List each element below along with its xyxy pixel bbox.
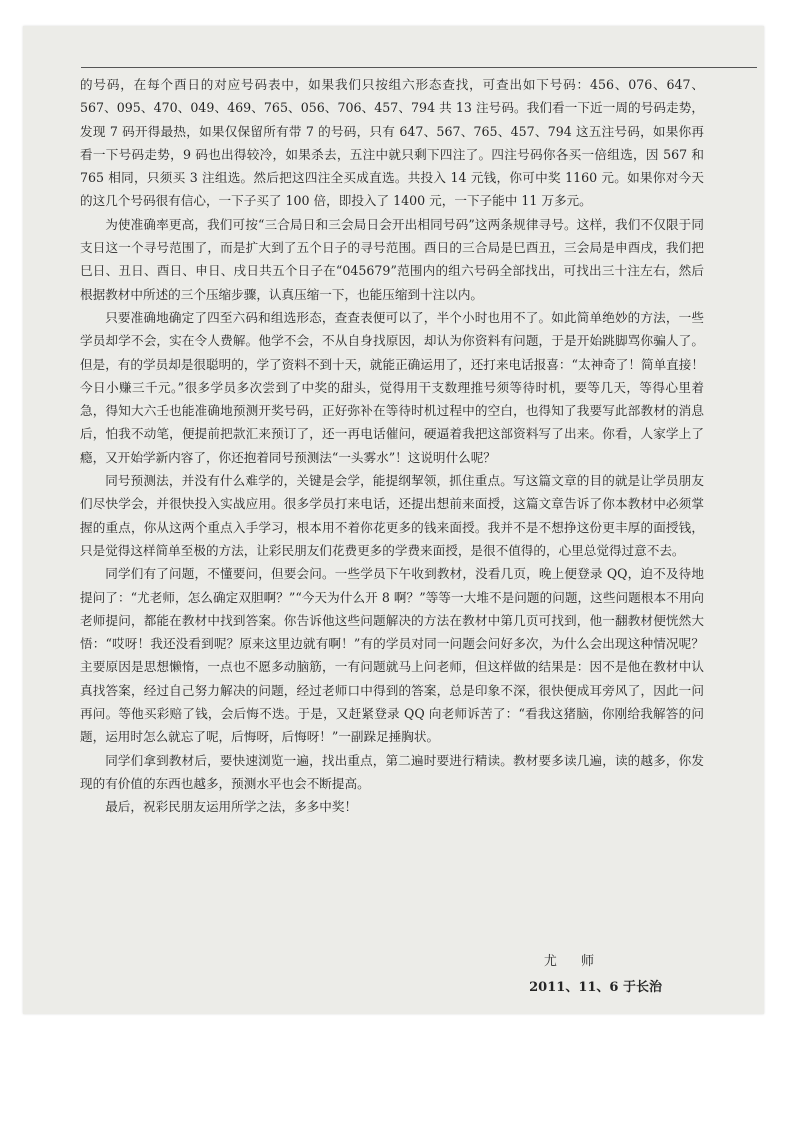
paragraph-4: 同号预测法，并没有什么难学的，关键是会学，能提纲挈领，抓住重点。写这篇文章的目的就是让学员朋友们尽快学会，并很快投入实战应用。很多学员打来电话，还提出想前来面授，这篇文章告诉了你本教材中必须掌握的重点，你从这两个重点入手学习，根本用不着你花更多的钱来面授。我并不是不想挣这份更丰厚的面授钱，只是觉得这样简单至极的方法，让彩民朋友们花费更多的学费来面授，是很不值得的，心里总觉得过意不去。	[80, 473, 704, 558]
signature-date: 2011、11、6 于长治	[529, 980, 662, 995]
scanned-page	[23, 26, 764, 1014]
paragraph-5: 同学们有了问题，不懂要问，但要会问。一些学员下午收到教材，没看几页，晚上便登录 QQ，迫不及待地提问了：“尤老师，怎么确定双胆啊？”“今天为什么开 8 啊？”等等一大堆不是问题的问题，这些问题根本不用向老师提问，都能在教材中找到答案。你告诉他这些问题解决的方法在教材中第几页可找到，他一翻教材便恍然大悟：“哎呀！我还没看到呢？原来这里边就有啊！”有的学员对同一问题会问好多次，为什么会出现这种情况呢？主要原因是思想懒惰，一点也不愿多动脑筋，一有问题就马上问老师，但这样做的结果是：因不是他在教材中认真找答案，经过自己努力解决的问题，经过老师口中得到的答案，总是印象不深，很快便成耳旁风了，因此一问再问。等他买彩赔了钱，会后悔不迭。于是，又赶紧登录 QQ 向老师诉苦了：“看我这猪脑，你刚给我解答的问题，运用时怎么就忘了呢，后悔呀，后悔呀！”一副跺足捶胸状。	[80, 566, 704, 745]
paragraph-6: 同学们拿到教材后，要快速浏览一遍，找出重点，第二遍时要进行精读。教材要多读几遍，读的越多，你发现的有价值的东西也越多，预测水平也会不断提高。	[80, 752, 704, 791]
body-text	[80, 73, 704, 819]
paragraph-2: 为使准确率更高，我们可按“三合局日和三会局日会开出相同号码”这两条规律寻号。这样，我们不仅限于同支日这一个寻号范围了，而是扩大到了五个日子的寻号范围。酉日的三合局是巳酉丑，三会局是申酉戌，我们把巳日、丑日、酉日、申日、戌日共五个日子在“045679”范围内的组六号码全部找出，可找出三十注左右，然后根据教材中所述的三个压缩步骤，认真压缩一下，也能压缩到十注以内。	[80, 216, 704, 302]
paragraph-7: 最后，祝彩民朋友运用所学之法，多多中奖！	[105, 799, 358, 815]
header-rule	[81, 67, 757, 68]
paragraph-1: 的号码，在每个酉日的对应号码表中，如果我们只按组六形态查找，可查出如下号码：456、076、647、567、095、470、049、469、765、056、706、457、794 共 13 注号码。我们看一下近一周的号码走势，发现 7 码开得最热，如果仅保留所有带 7 的号码，只有 647、567、765、457、794 这五注号码，如果你再看一下号码走势，9 码也出得较冷，如果杀去，五注中就只剩下四注了。四注号码你各买一倍组选，因 567 和 765 相同，只须买 3 注组选。然后把这四注全买成直选。共投入 14 元钱，你可中奖 1160 元。如果你对今天的这几个号码很有信心，一下子买了 100 倍，即投入了 1400 元，一下子能中 11 万多元。	[80, 77, 704, 209]
paragraph-3: 只要准确地确定了四至六码和组选形态，查查表便可以了，半个小时也用不了。如此简单绝妙的方法，一些学员却学不会，实在令人费解。他学不会，不从自身找原因，却认为你资料有问题，于是开始跳脚骂你骗人了。但是，有的学员却是很聪明的，学了资料不到十天，就能正确运用了，还打来电话报喜：“太神奇了！简单直接！今日小赚三千元。”很多学员多次尝到了中奖的甜头，觉得用干支数理推号须等待时机，要等几天，等得心里着急，得知大六壬也能准确地预测开奖号码，正好弥补在等待时机过程中的空白，也得知了我要写此部教材的消息后，怕我不动笔，便提前把款汇来预订了，还一再电话催问，硬逼着我把这部资料写了出来。你看，人家学上了瘾，又开始学新内容了，你还抱着同号预测法“一头雾水”！这说明什么呢？	[80, 309, 704, 465]
signature-name: 尤 师	[543, 954, 604, 969]
